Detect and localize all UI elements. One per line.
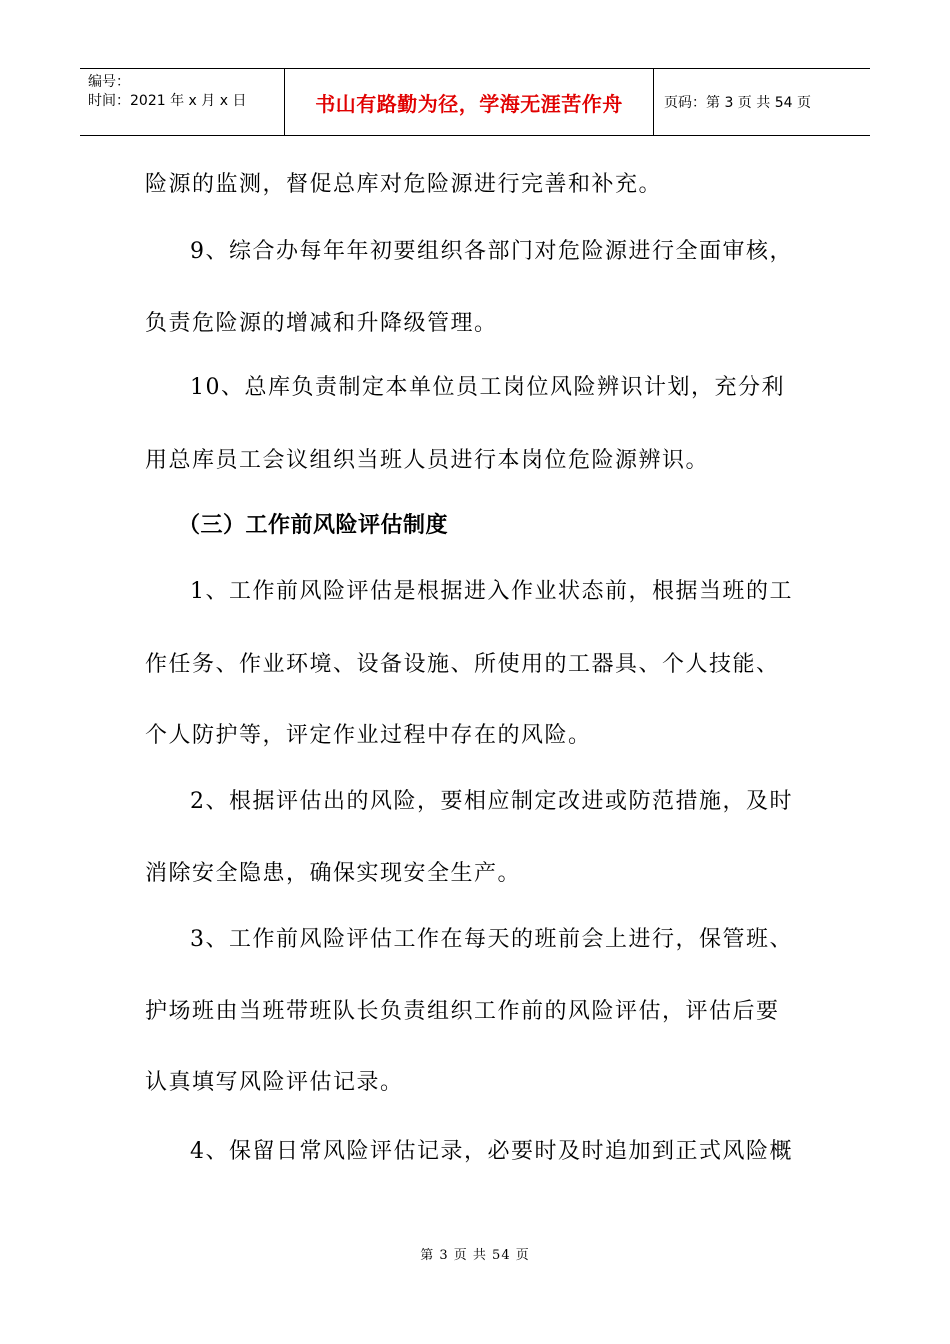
- document-time: 时间：2021 年 x 月 x 日: [88, 93, 247, 109]
- section-heading: （三）工作前风险评估制度: [178, 513, 449, 538]
- body-line: 险源的监测，督促总库对危险源进行完善和补充。: [145, 172, 663, 197]
- document-number: 编号：: [88, 74, 130, 90]
- body-line: 作任务、作业环境、设备设施、所使用的工器具、个人技能、: [145, 652, 780, 677]
- document-header: [80, 68, 870, 136]
- body-line: 4、保留日常风险评估记录，必要时及时追加到正式风险概: [190, 1139, 793, 1164]
- body-line: 10、总库负责制定本单位员工岗位风险辨识计划，充分利: [190, 375, 785, 400]
- body-line: 2、根据评估出的风险，要相应制定改进或防范措施，及时: [190, 789, 793, 814]
- header-motto: 书山有路勤为径，学海无涯苦作舟: [284, 69, 654, 135]
- header-meta: [80, 69, 284, 135]
- body-line: 消除安全隐患，确保实现安全生产。: [145, 861, 522, 886]
- header-page-info: 页码：第 3 页 共 54 页: [664, 95, 811, 111]
- body-line: 个人防护等，评定作业过程中存在的风险。: [145, 723, 592, 748]
- body-line: 用总库员工会议组织当班人员进行本岗位危险源辨识。: [145, 448, 710, 473]
- body-line: 负责危险源的增减和升降级管理。: [145, 311, 498, 336]
- body-line: 3、工作前风险评估工作在每天的班前会上进行，保管班、: [190, 927, 793, 952]
- body-line: 9、综合办每年年初要组织各部门对危险源进行全面审核，: [190, 239, 793, 264]
- body-line: 护场班由当班带班队长负责组织工作前的风险评估，评估后要: [145, 999, 780, 1024]
- page-footer: 第 3 页 共 54 页: [420, 1248, 530, 1263]
- body-line: 1、工作前风险评估是根据进入作业状态前，根据当班的工: [190, 579, 793, 604]
- body-line: 认真填写风险评估记录。: [145, 1070, 404, 1095]
